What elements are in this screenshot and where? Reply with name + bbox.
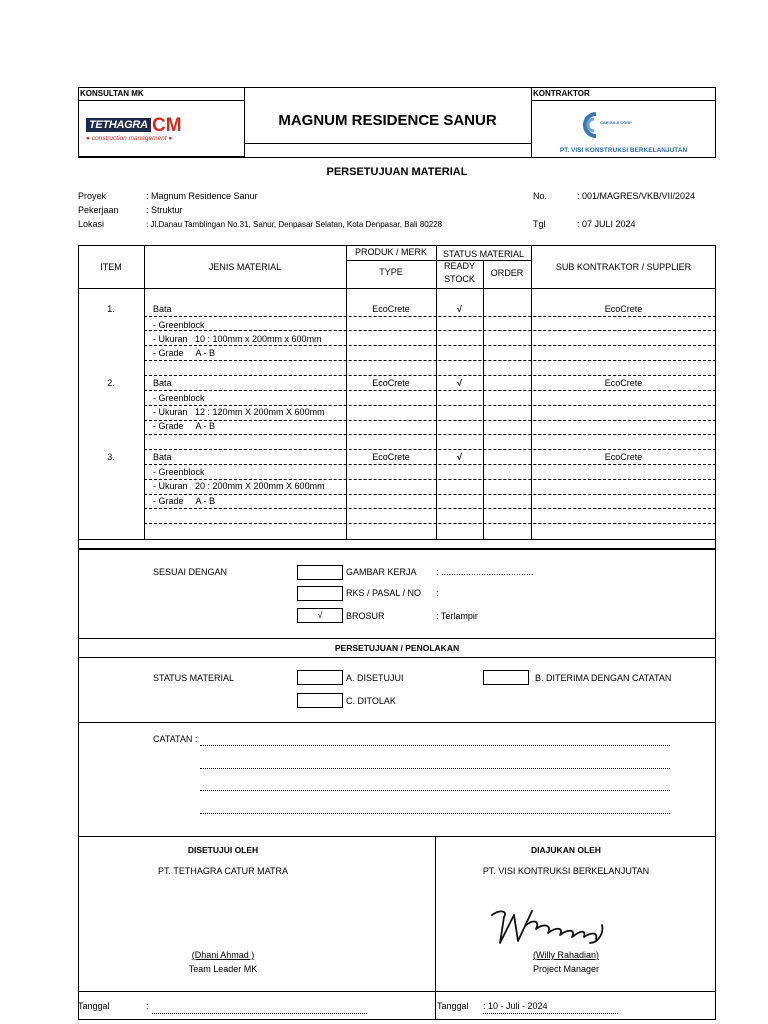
header-bottom-line-left	[78, 156, 244, 157]
header-label-underline-left	[78, 100, 244, 101]
material-detail: - Ukuran 12 : 120mm X 200mm X 600mm	[153, 407, 325, 417]
brosur-value: : Terlampir	[436, 611, 478, 621]
diterima-catatan-checkbox[interactable]	[483, 670, 529, 685]
item-number: 2.	[107, 378, 115, 388]
material-type: EcoCrete	[372, 378, 410, 388]
item-number: 3.	[107, 452, 115, 462]
consultant-logo-tagline: ● construction management ●	[86, 135, 173, 142]
right-tanggal-value: : 10 - Juli - 2024	[483, 1001, 548, 1011]
header-sub: SUB KONTRAKTOR / SUPPLIER	[555, 262, 692, 272]
catatan-label: CATATAN :	[153, 734, 198, 744]
catatan-line[interactable]	[200, 813, 670, 814]
consultant-logo-cm: CM	[152, 115, 182, 136]
tanggal-row-line	[78, 991, 716, 992]
ready-check: √	[457, 452, 462, 462]
kontraktor-label: KONTRAKTOR	[533, 89, 590, 98]
header-label-underline-right	[531, 100, 716, 101]
lokasi-label: Lokasi	[78, 219, 105, 229]
diajukan-oleh-title: DIAJUKAN OLEH	[531, 845, 601, 855]
brosur-checkbox[interactable]: √	[297, 608, 343, 623]
left-company: PT. TETHAGRA CATUR MATRA	[157, 866, 288, 876]
brosur-label: BROSUR	[346, 611, 385, 621]
ready-check: √	[457, 378, 462, 388]
catatan-line[interactable]	[200, 790, 670, 791]
material-detail: - Grade A - B	[153, 496, 216, 506]
persetujuan-title-line	[78, 657, 716, 658]
gambar-kerja-value: : .....................................	[436, 567, 534, 577]
ready-check: √	[457, 304, 462, 314]
ditolak-label: C. DITOLAK	[346, 696, 396, 706]
table-header-line	[78, 288, 716, 289]
item-number: 1.	[107, 304, 115, 314]
disetujui-label: A. DISETUJUI	[346, 673, 404, 683]
row-separator	[144, 330, 716, 331]
right-signer-role: Project Manager	[532, 964, 600, 974]
rks-value: :	[436, 588, 439, 598]
right-tanggal-label: Tanggal	[437, 1001, 469, 1011]
ditolak-checkbox[interactable]	[297, 693, 343, 708]
disetujui-oleh-title: DISETUJUI OLEH	[187, 845, 259, 855]
gambar-kerja-checkbox[interactable]	[297, 565, 343, 580]
status-material-label: STATUS MATERIAL	[153, 673, 235, 683]
header-ready: READY	[443, 261, 475, 271]
right-tanggal-line[interactable]	[483, 1013, 618, 1014]
form-title: PERSETUJUAN MATERIAL	[326, 166, 468, 178]
col-line-ready	[483, 260, 484, 539]
material-detail: - Grade A - B	[153, 348, 216, 358]
row-separator	[144, 464, 716, 465]
material-detail: - Greenblock	[153, 393, 205, 403]
gambar-kerja-label: GAMBAR KERJA	[346, 567, 417, 577]
header-stock: STOCK	[444, 274, 475, 284]
catatan-line[interactable]	[200, 768, 670, 769]
header-type: TYPE	[379, 267, 403, 277]
header-status: STATUS MATERIAL	[442, 249, 524, 259]
row-separator	[144, 479, 716, 480]
row-separator	[144, 420, 716, 421]
rks-label: RKS / PASAL / NO	[346, 588, 422, 598]
tgl-value: : 07 JULI 2024	[577, 219, 636, 229]
row-separator	[144, 360, 716, 361]
sesuai-label: SESUAI DENGAN	[153, 567, 228, 577]
proyek-label: Proyek	[78, 191, 107, 201]
row-separator	[144, 523, 716, 524]
row-separator	[144, 316, 716, 317]
material-name: Bata	[153, 304, 172, 314]
diterima-catatan-label: B. DITERIMA DENGAN CATATAN	[535, 673, 672, 683]
material-type: EcoCrete	[372, 304, 410, 314]
table-last-line	[78, 539, 716, 540]
header-order: ORDER	[490, 268, 524, 278]
tgl-label: Tgl	[533, 219, 546, 229]
material-detail: - Ukuran 10 : 100mm x 200mm x 600mm	[153, 334, 322, 344]
row-separator	[144, 345, 716, 346]
pekerjaan-value: : Struktur	[146, 205, 183, 215]
material-name: Bata	[153, 378, 172, 388]
capsule-corp-icon	[576, 110, 600, 140]
material-detail: - Greenblock	[153, 320, 205, 330]
consultant-logo	[86, 115, 190, 148]
row-separator	[144, 449, 716, 450]
right-company: PT. VISI KONTRUKSI BERKELANJUTAN	[482, 866, 650, 876]
persetujuan-title: PERSETUJUAN / PENOLAKAN	[334, 643, 460, 653]
left-tanggal-value: :	[146, 1001, 149, 1011]
signature-section	[78, 837, 716, 1020]
rks-checkbox[interactable]	[297, 586, 343, 601]
left-signer-role: Team Leader MK	[188, 964, 258, 974]
header-produk: PRODUK / MERK	[354, 247, 427, 257]
row-separator	[144, 375, 716, 376]
lokasi-value: : Jl.Danau Tamblingan No.31, Sanur, Denpasar Selatan, Kota Denpasar, Bali 80228	[146, 220, 443, 229]
catatan-line[interactable]	[200, 745, 670, 746]
material-detail: - Ukuran 20 : 200mm X 200mm X 600mm	[153, 481, 325, 491]
contractor-name: PT. VISI KONSTRUKSI BERKELANJUTAN	[559, 147, 688, 154]
signature-divider	[435, 837, 436, 1020]
sesuai-bottom-line	[78, 638, 716, 639]
row-separator	[144, 508, 716, 509]
disetujui-checkbox[interactable]	[297, 670, 343, 685]
header-title-bottom-line	[244, 143, 531, 144]
consultant-logo-wordmark: TETHAGRA	[86, 118, 151, 132]
row-separator	[144, 390, 716, 391]
material-type: EcoCrete	[372, 452, 410, 462]
right-signer-name: (Willy Rahadian)	[532, 950, 600, 960]
contractor-logo	[576, 110, 636, 144]
no-value: : 001/MAGRES/VKB/VII/2024	[577, 191, 696, 201]
supplier-name: EcoCrete	[604, 304, 643, 314]
supplier-name: EcoCrete	[604, 452, 643, 462]
material-detail: - Greenblock	[153, 467, 205, 477]
left-signer-name: (Dhani Ahmad )	[191, 950, 255, 960]
pekerjaan-label: Pekerjaan	[78, 205, 119, 215]
row-separator	[144, 494, 716, 495]
left-tanggal-label: Tanggal	[78, 1001, 110, 1011]
supplier-name: EcoCrete	[604, 378, 643, 388]
contractor-logo-text: CAPSULE CORP	[600, 120, 632, 125]
material-detail: - Grade A - B	[153, 421, 216, 431]
header-jenis: JENIS MATERIAL	[208, 262, 282, 272]
left-tanggal-line[interactable]	[152, 1013, 367, 1014]
no-label: No.	[533, 191, 548, 201]
header-item: ITEM	[100, 262, 122, 272]
row-separator	[144, 405, 716, 406]
konsultan-label: KONSULTAN MK	[80, 89, 144, 98]
row-separator	[144, 434, 716, 435]
material-name: Bata	[153, 452, 172, 462]
signature-image	[486, 903, 616, 948]
proyek-value: : Magnum Residence Sanur	[146, 191, 258, 201]
page-title: MAGNUM RESIDENCE SANUR	[278, 112, 497, 129]
